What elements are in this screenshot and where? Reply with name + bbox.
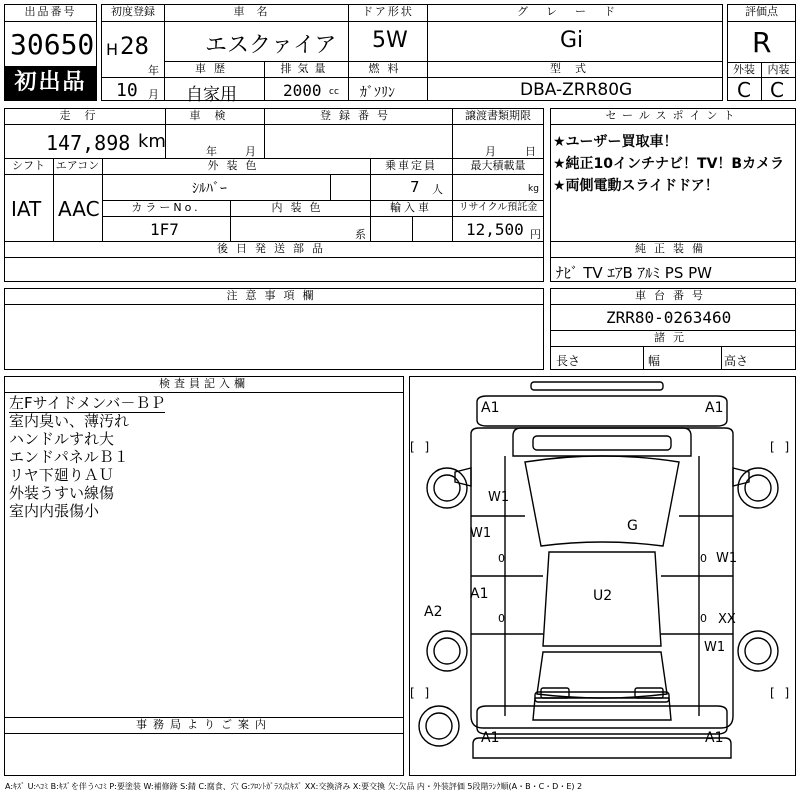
fuel-label: 燃料 [368,62,407,75]
mark-right-rear: W1 [704,640,726,655]
import-label: 輸入車 [390,201,432,214]
recycle: 12,500 [466,220,524,239]
exterior-label: 外装 [733,63,755,76]
transfer-label: 譲渡書類期限 [465,109,531,122]
mark-rear-right-corner: A1 [705,730,724,746]
grade: Gi [560,28,584,53]
inspector-note: 左Fサイドメンバ－ＢＰ [9,394,166,412]
sales-point-item: ★両側電動スライドドア！ [553,178,719,194]
model: DBA-ZRR80G [520,80,633,100]
mark-right-front-door: W1 [716,551,738,566]
length-label: 長さ [556,354,581,368]
int-color-label: 内装色 [271,201,329,214]
grade-label: グレード [517,5,633,18]
mark-front-left-corner: A1 [481,400,500,416]
ext-color-label: 外装色 [207,159,265,172]
caution-label: 注意事項欄 [226,289,322,302]
ac: AAC [58,197,100,221]
history-label: 車歴 [195,62,233,75]
inspector-note: エンドパネルＢ１ [9,448,129,466]
mark-right-quarter-zero: 0 [700,612,707,625]
office-label: 事務局よりご案内 [136,718,272,731]
displacement: 2000 [283,81,322,100]
displacement-unit: cc [329,87,339,97]
load-label: 最大積載量 [470,159,526,172]
history: 自家用 [186,85,237,105]
dims-label: 諸元 [654,331,692,344]
door: 5W [372,28,408,53]
load-unit: kg [528,184,539,194]
equipment-value: ﾅﾋﾞ TV ｴｱB ｱﾙﾐ PS PW [556,264,712,282]
chassis-label: 車台番号 [635,289,711,302]
mark-left-quarter: A2 [424,604,443,620]
equipment-label: 純正装備 [635,242,711,255]
transfer-day-unit: 日 [525,145,536,158]
displacement-label: 排気量 [280,62,332,75]
inspection-label: 車検 [189,109,240,122]
shift: IAT [11,197,42,221]
legend: A:ｷｽﾞ U:ﾍｺﾐ B:ｷｽﾞを伴うﾍｺﾐ P:要塗装 W:補修跡 S:錆 C:腐食、穴 G:ﾌﾛﾝﾄｶﾞﾗｽ点ｷｽﾞ XX:交換済み X:要交換 欠:欠品 内・外装評価 5段階ﾗﾝｸ順(A・B・C・D・E) 2 [5,782,583,791]
height-label: 高さ [724,354,749,368]
model-label: 型式 [550,62,600,75]
car-name: エスクァイア [205,33,337,58]
mark-front-right-corner: A1 [705,400,724,416]
shift-label: シフト [12,159,45,172]
transfer-month-unit: 月 [485,145,496,158]
month: 10 [116,80,138,101]
reg-number-label: 登録番号 [320,109,396,122]
inspection-month-unit: 月 [245,145,256,158]
year: 28 [120,32,149,60]
car-name-label: 車名 [233,5,280,18]
inspector-note: 室内臭い、薄汚れ [9,412,130,430]
mark-bracket-left-bottom: [ ] [410,686,430,700]
int-color-unit: 系 [355,228,366,241]
color-no-label: カラーNo. [131,201,201,214]
capacity-label: 乗車定員 [385,159,437,172]
lot-label: 出品番号 [24,5,77,18]
ac-label: エアコン [55,159,100,172]
fuel: ｶﾞｿﾘﾝ [360,85,395,101]
door-label: ドア形状 [362,5,414,18]
score-label: 評価点 [745,5,778,18]
ext-color: ｼﾙﾊﾞｰ [192,181,227,197]
exterior-score: C [737,78,751,102]
color-no: 1F7 [150,220,179,239]
capacity: 7 [410,178,420,196]
mark-left-front-fender: W1 [488,490,510,505]
first-reg-label: 初度登録 [111,5,155,18]
mark-left-front-door-zero: 0 [498,552,505,565]
vehicle-info-box [4,108,544,242]
lot-number: 30650 [10,28,95,61]
mark-right-front-door-zero: 0 [700,552,707,565]
inspection-year-unit: 年 [206,145,217,158]
era: H [106,40,119,59]
later-parts-label: 後日発送部品 [217,242,331,255]
mark-bracket-right-bottom: [ ] [770,686,790,700]
mark-left-rear-door: A1 [470,586,489,602]
month-unit: 月 [148,88,159,101]
mileage: 147,898 [46,131,131,155]
mark-rear-left-corner: A1 [481,730,500,746]
mileage-label: 走行 [59,109,110,122]
mark-bracket-left-top: [ ] [410,440,430,454]
recycle-unit: 円 [530,228,541,241]
mileage-unit: km [138,131,166,152]
mark-windshield: G [627,518,638,534]
score: R [752,26,772,59]
inspector-note: ハンドルすれ大 [9,430,115,448]
inspector-note: 外装うすい線傷 [9,484,115,502]
year-unit: 年 [148,64,159,77]
inspector-label: 検査員記入欄 [159,377,249,390]
mark-bracket-right-top: [ ] [770,440,790,454]
capacity-unit: 人 [432,183,443,196]
sales-point-item: ★ユーザー買取車！ [553,134,678,150]
chassis-number: ZRR80-0263460 [606,308,732,327]
sales-points-label: セールスポイント [605,109,741,122]
width-label: 幅 [648,354,661,368]
mark-left-front-door: W1 [470,526,492,541]
mark-roof: U2 [593,588,613,604]
first-listing-badge: 初出品 [5,66,96,100]
inspector-note: 室内内張傷小 [9,502,100,520]
interior-label: 内装 [767,63,790,76]
interior-score: C [770,78,784,102]
mark-right-quarter-xx: XX [718,612,736,627]
recycle-label: リサイクル預託金 [458,202,538,213]
sales-point-item: ★純正10インチナビ！TV！Bカメラ [553,156,785,172]
mark-left-rear-door-zero: 0 [498,612,505,625]
car-diagram [409,376,796,776]
inspector-note: リヤ下廻りＡＵ [9,466,114,484]
